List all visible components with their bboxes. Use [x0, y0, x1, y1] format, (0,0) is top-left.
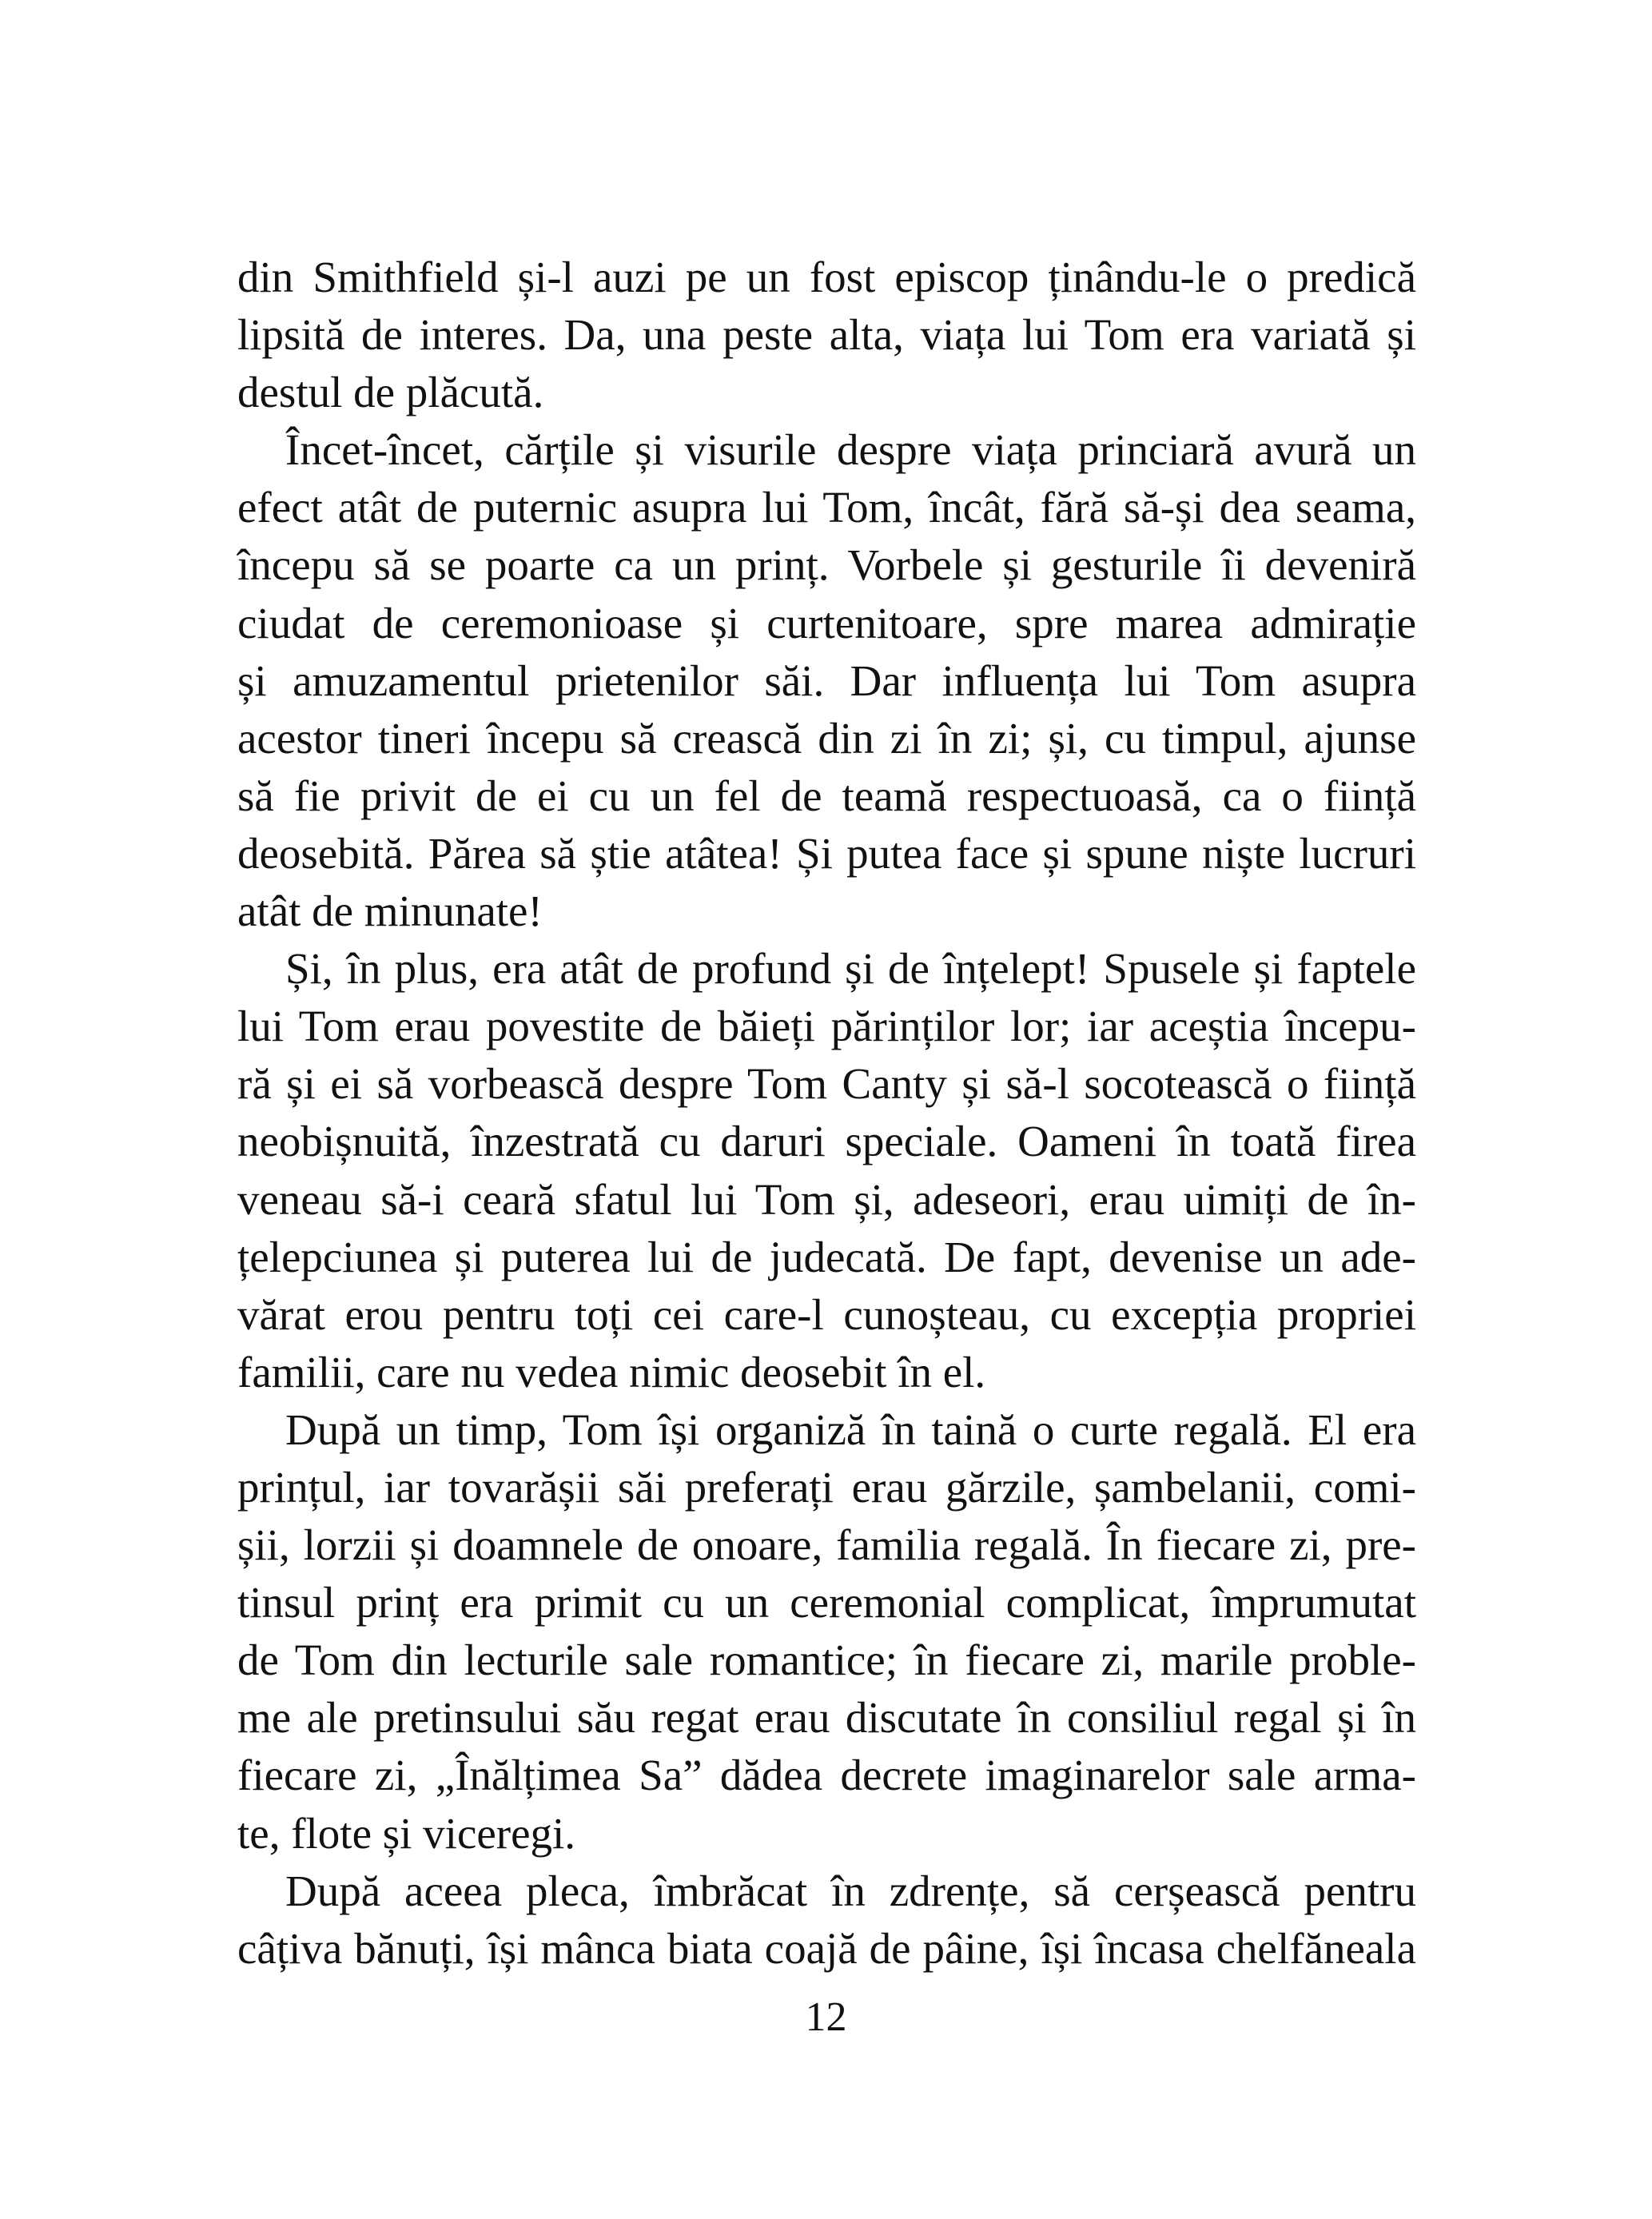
text-line: După un timp, Tom își organiză în taină o curte regală. El era [285, 1404, 1416, 1454]
text-line: neobișnuită, înzestrată cu daruri speciale. Oameni în toată firea [237, 1117, 1416, 1166]
text-line: din Smithfield și-l auzi pe un fost episcop ținându-le o predică [237, 253, 1416, 301]
text-line: lui Tom erau povestite de băieți părinților lor; iar aceștia începu- [237, 1002, 1416, 1051]
text-line: fiecare zi, „Înălțimea Sa” dădea decrete imaginarelor sale arma- [237, 1751, 1416, 1800]
text-line: veneau să-i ceară sfatul lui Tom și, adeseori, erau uimiți de în- [237, 1174, 1416, 1224]
text-line: începu să se poarte ca un prinț. Vorbele și gesturile îi deveniră [237, 540, 1416, 590]
text-line: atât de minunate! [237, 886, 543, 936]
paragraph-1 [237, 249, 1416, 421]
paragraph-2 [237, 421, 1416, 940]
text-line: să fie privit de ei cu un fel de teamă respectuoasă, ca o ființă [237, 771, 1416, 820]
page-number: 12 [805, 1994, 847, 2040]
text-line: destul de plăcută. [237, 368, 544, 417]
text-line: de Tom din lecturile sale romantice; în fiecare zi, marile proble- [237, 1635, 1416, 1685]
text-line: te, flote și viceregi. [237, 1808, 576, 1858]
text-line: șii, lorzii și doamnele de onoare, familia regală. În fiecare zi, pre- [237, 1520, 1416, 1570]
text-line: deosebită. Părea să știe atâtea! Și putea face și spune niște lucruri [237, 828, 1416, 878]
text-line: familii, care nu vedea nimic deosebit în el. [237, 1347, 986, 1396]
text-line: țelepciunea și puterea lui de judecată. De fapt, devenise un ade- [237, 1232, 1416, 1281]
text-line: lipsită de interes. Da, una peste alta, viața lui Tom era variată și [237, 310, 1416, 360]
paragraph-4 [237, 1401, 1416, 1862]
paragraph-5 [237, 1862, 1416, 1978]
body-text [237, 249, 1416, 1978]
text-line: câțiva bănuți, își mânca biata coajă de pâine, își încasa chelfăneala [237, 1923, 1416, 1973]
text-line: ciudat de ceremonioase și curtenitoare, spre marea admirație [237, 598, 1416, 647]
text-line: Și, în plus, era atât de profund și de înțelept! Spusele și faptele [285, 944, 1416, 994]
text-line: ră și ei să vorbească despre Tom Canty și să-l socotească o ființă [237, 1059, 1416, 1109]
text-line: me ale pretinsului său regat erau discutate în consiliul regal și în [237, 1693, 1416, 1743]
paragraph-3 [237, 940, 1416, 1401]
text-line: efect atât de puternic asupra lui Tom, încât, fără să-și dea seama, [237, 483, 1416, 532]
text-line: vărat erou pentru toți cei care-l cunoșteau, cu excepția propriei [237, 1289, 1416, 1339]
text-line: Încet-încet, cărțile și visurile despre viața princiară avură un [285, 425, 1416, 475]
text-line: și amuzamentul prietenilor săi. Dar influența lui Tom asupra [237, 655, 1416, 705]
text-line: tinsul prinț era primit cu un ceremonial complicat, împrumutat [237, 1578, 1416, 1627]
text-line: prințul, iar tovarășii săi preferați erau gărzile, șambelanii, comi- [237, 1462, 1416, 1512]
text-line: După aceea pleca, îmbrăcat în zdrențe, să cerșească pentru [285, 1866, 1416, 1915]
text-line: acestor tineri începu să crească din zi în zi; și, cu timpul, ajunse [237, 713, 1416, 763]
